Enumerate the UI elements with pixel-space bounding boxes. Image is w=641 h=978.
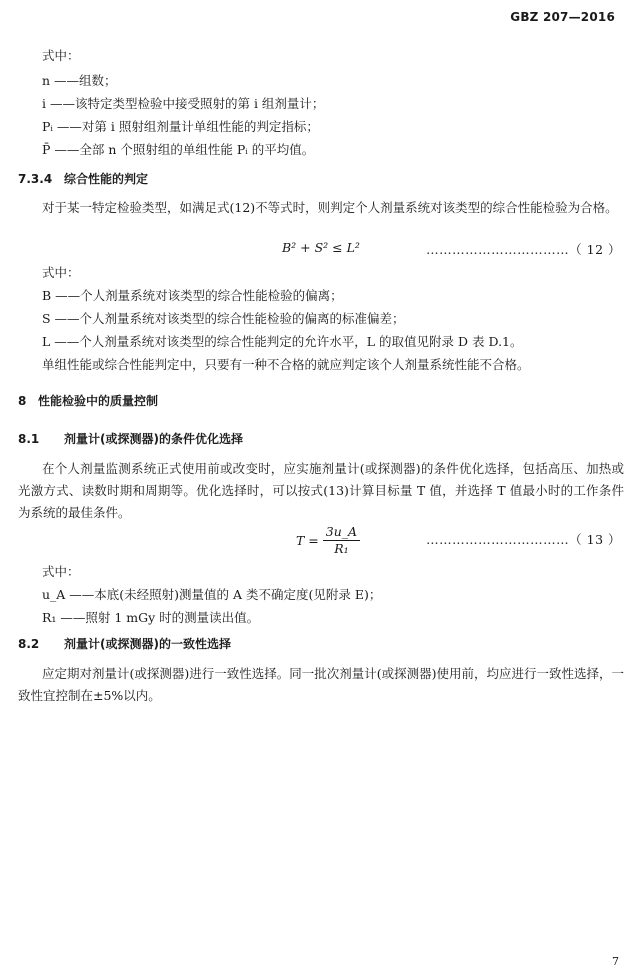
- section-title: 剂量计(或探测器)的条件优化选择: [64, 432, 243, 446]
- definition-line: L ——个人剂量系统对该类型的综合性能判定的允许水平，L 的取值见附录 D 表 D.1。: [42, 334, 523, 349]
- document-code-header: GBZ 207—2016: [510, 10, 615, 24]
- section-number: 7.3.4: [18, 172, 53, 186]
- definition-line: B ——个人剂量系统对该类型的综合性能检验的偏离；: [42, 288, 343, 303]
- section-heading-8-1: [18, 430, 243, 447]
- definition-line: n ——组数；: [42, 73, 117, 88]
- section-heading-8-2: [18, 635, 231, 652]
- fraction-denominator: R₁: [334, 541, 349, 556]
- paragraph: 应定期对剂量计(或探测器)进行一致性选择。同一批次剂量计(或探测器)使用前，均应进行一致性选择，一致性宜控制在±5%以内。: [18, 666, 625, 703]
- definition-line: i ——该特定类型检验中接受照射的第 i 组剂量计；: [42, 96, 325, 111]
- definition-line: Pᵢ ——对第 i 照射组剂量计单组性能的判定指标；: [42, 119, 319, 134]
- fraction-numerator: 3u_A: [323, 524, 360, 541]
- section-title: 综合性能的判定: [64, 172, 149, 186]
- section-number: 8.1: [18, 432, 40, 446]
- formula-12: B² + S² ≤ L²: [282, 240, 360, 255]
- definition-line: R₁ ——照射 1 mGy 时的测量读出值。: [42, 610, 260, 625]
- section-title: 性能检验中的质量控制: [38, 394, 159, 408]
- conclusion-line: 单组性能或综合性能判定中，只要有一种不合格的就应判定该个人剂量系统性能不合格。: [42, 357, 530, 372]
- page-number: 7: [612, 955, 619, 968]
- formula-13: [296, 524, 360, 557]
- section-number: 8.2: [18, 637, 40, 651]
- formula-lhs: T =: [296, 533, 319, 548]
- section-title: 剂量计(或探测器)的一致性选择: [64, 637, 231, 651]
- equation-number-12: ……………………………（ 12 ）: [426, 242, 621, 257]
- where-label: 式中：: [42, 265, 80, 280]
- paragraph: 在个人剂量监测系统正式使用前或改变时，应实施剂量计(或探测器)的条件优化选择，包括高压、加热或光激方式、读数时期和周期等。优化选择时，可以按式(13)计算目标量 T 值，并选择 T 值最小时的工作条件为系统的最佳条件。: [18, 461, 624, 520]
- where-label: 式中：: [42, 48, 80, 63]
- section-number: 8: [18, 394, 27, 408]
- fraction: [323, 524, 360, 557]
- section-heading-8: [18, 392, 158, 409]
- definition-line: u_A ——本底(未经照射)测量值的 A 类不确定度(见附录 E)；: [42, 587, 382, 602]
- where-label: 式中：: [42, 564, 80, 579]
- definition-line: S ——个人剂量系统对该类型的综合性能检验的偏离的标准偏差；: [42, 311, 405, 326]
- paragraph: 对于某一特定检验类型，如满足式(12)不等式时，则判定个人剂量系统对该类型的综合性能检验为合格。: [42, 200, 618, 215]
- section-heading-7-3-4: [18, 170, 148, 187]
- definition-line: P̄ ——全部 n 个照射组的单组性能 Pᵢ 的平均值。: [42, 142, 315, 157]
- equation-number-13: ……………………………（ 13 ）: [426, 532, 621, 547]
